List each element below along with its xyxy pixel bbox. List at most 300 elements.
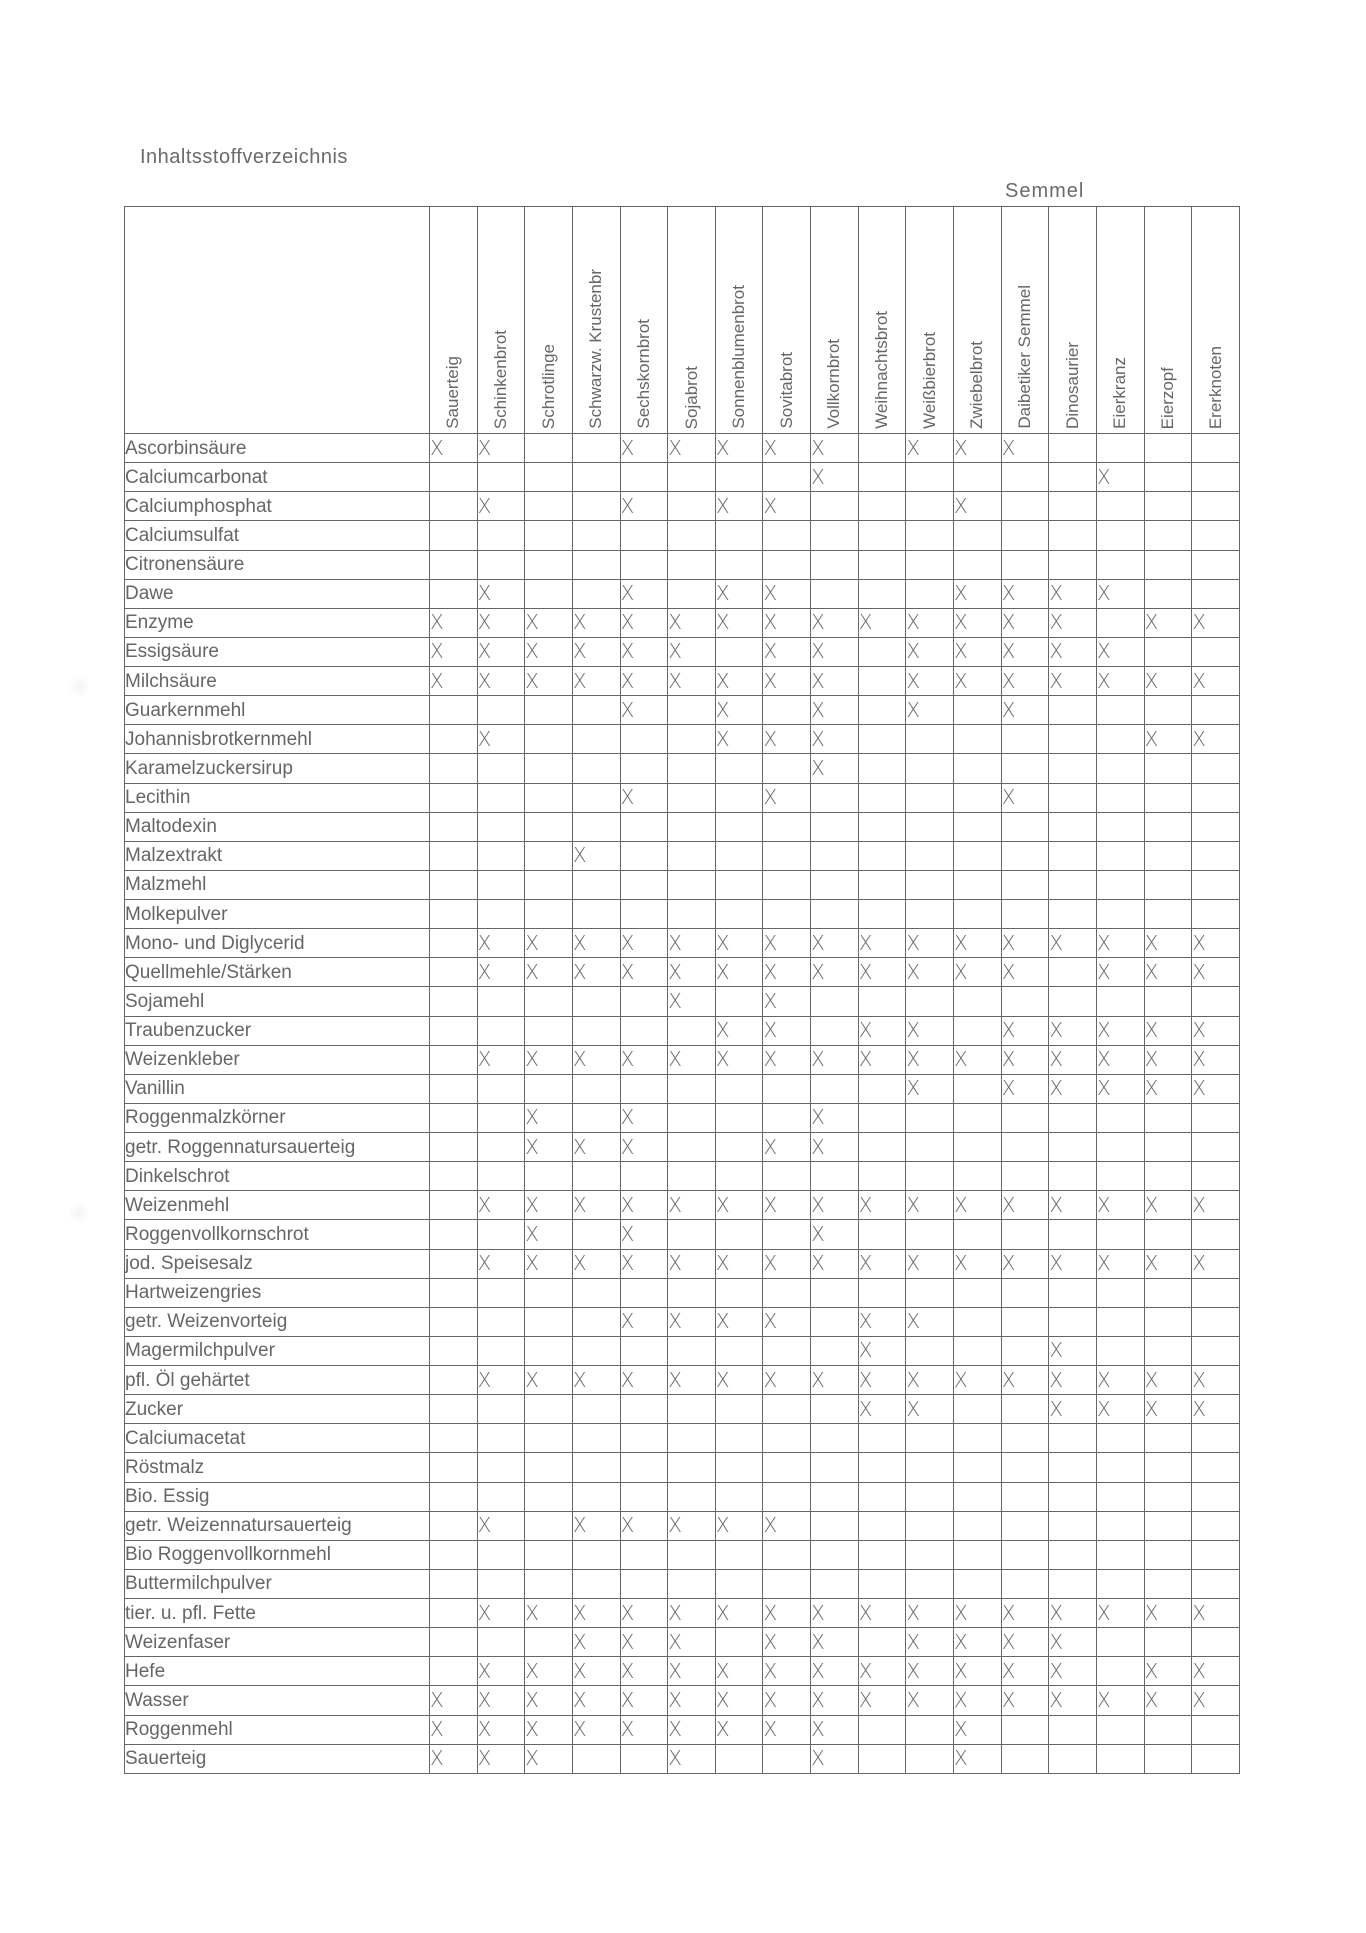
x-mark-cell: X	[811, 958, 859, 987]
empty-cell	[668, 521, 716, 550]
x-mark-cell: X	[525, 1366, 573, 1395]
empty-cell	[906, 1453, 954, 1482]
x-mark-cell: X	[1049, 1249, 1097, 1278]
x-mark-cell: X	[668, 1686, 716, 1715]
empty-cell	[1144, 1482, 1192, 1511]
empty-cell	[858, 1569, 906, 1598]
table-row	[125, 1715, 1240, 1744]
x-mark-cell: X	[811, 463, 859, 492]
x-mark-cell: X	[858, 1191, 906, 1220]
document-title: Inhaltsstoffverzeichnis	[140, 146, 348, 168]
x-mark-cell: X	[620, 1686, 668, 1715]
empty-cell	[1192, 434, 1240, 463]
x-mark-cell: X	[1192, 1191, 1240, 1220]
x-mark-cell: X	[620, 1103, 668, 1132]
empty-cell	[430, 492, 478, 521]
x-mark-cell: X	[620, 1366, 668, 1395]
empty-cell	[1192, 1133, 1240, 1162]
empty-cell	[1192, 1220, 1240, 1249]
empty-cell	[525, 1336, 573, 1365]
x-mark-cell: X	[811, 754, 859, 783]
empty-cell	[1192, 1162, 1240, 1191]
x-mark-cell: X	[954, 608, 1002, 637]
empty-cell	[477, 1162, 525, 1191]
empty-cell	[525, 521, 573, 550]
x-mark-cell: X	[477, 1657, 525, 1686]
empty-cell	[906, 870, 954, 899]
empty-cell	[1049, 1103, 1097, 1132]
x-mark-cell: X	[763, 1016, 811, 1045]
empty-cell	[572, 900, 620, 929]
empty-cell	[811, 1395, 859, 1424]
empty-cell	[811, 1162, 859, 1191]
empty-cell	[1144, 1133, 1192, 1162]
empty-cell	[954, 754, 1002, 783]
empty-cell	[477, 900, 525, 929]
empty-cell	[1144, 463, 1192, 492]
x-mark-cell: X	[1144, 1686, 1192, 1715]
x-mark-cell: X	[906, 696, 954, 725]
empty-cell	[715, 1569, 763, 1598]
x-mark-cell: X	[1192, 1045, 1240, 1074]
empty-cell	[858, 521, 906, 550]
ingredient-name: Sauerteig	[125, 1744, 430, 1773]
empty-cell	[525, 696, 573, 725]
empty-cell	[1001, 841, 1049, 870]
empty-cell	[668, 1016, 716, 1045]
x-mark-cell: X	[572, 1715, 620, 1744]
empty-cell	[525, 463, 573, 492]
ingredient-name: Quellmehle/Stärken	[125, 958, 430, 987]
empty-cell	[1144, 1511, 1192, 1540]
x-mark-cell: X	[954, 667, 1002, 696]
empty-cell	[525, 783, 573, 812]
empty-cell	[858, 463, 906, 492]
table-row	[125, 1220, 1240, 1249]
ingredient-name: Malzmehl	[125, 870, 430, 899]
x-mark-cell: X	[811, 1715, 859, 1744]
empty-cell	[1144, 1278, 1192, 1307]
empty-cell	[763, 521, 811, 550]
empty-cell	[811, 1424, 859, 1453]
table-row	[125, 870, 1240, 899]
column-header	[1192, 207, 1240, 434]
empty-cell	[1192, 1744, 1240, 1773]
x-mark-cell: X	[906, 637, 954, 666]
empty-cell	[572, 463, 620, 492]
empty-cell	[1144, 870, 1192, 899]
x-mark-cell: X	[620, 1133, 668, 1162]
empty-cell	[1001, 1511, 1049, 1540]
empty-cell	[1096, 1628, 1144, 1657]
empty-cell	[1192, 841, 1240, 870]
column-header-label: Zwiebelbrot	[967, 341, 987, 429]
empty-cell	[811, 579, 859, 608]
x-mark-cell: X	[668, 1599, 716, 1628]
x-mark-cell: X	[1192, 1599, 1240, 1628]
x-mark-cell: X	[668, 1191, 716, 1220]
ingredient-name: Weizenfaser	[125, 1628, 430, 1657]
x-mark-cell: X	[620, 1045, 668, 1074]
empty-cell	[1192, 521, 1240, 550]
empty-cell	[954, 1482, 1002, 1511]
empty-cell	[906, 841, 954, 870]
x-mark-cell: X	[572, 1366, 620, 1395]
empty-cell	[572, 987, 620, 1016]
empty-cell	[763, 696, 811, 725]
x-mark-cell: X	[811, 608, 859, 637]
empty-cell	[525, 754, 573, 783]
empty-cell	[668, 1540, 716, 1569]
empty-cell	[763, 1482, 811, 1511]
empty-cell	[811, 900, 859, 929]
x-mark-cell: X	[572, 637, 620, 666]
column-header-label: Vollkornbrot	[824, 339, 844, 429]
empty-cell	[906, 579, 954, 608]
x-mark-cell: X	[858, 1307, 906, 1336]
x-mark-cell: X	[811, 1366, 859, 1395]
empty-cell	[1144, 637, 1192, 666]
empty-cell	[1096, 812, 1144, 841]
empty-cell	[572, 492, 620, 521]
empty-cell	[1001, 550, 1049, 579]
empty-cell	[906, 1511, 954, 1540]
empty-cell	[1001, 1336, 1049, 1365]
x-mark-cell: X	[858, 929, 906, 958]
x-mark-cell: X	[811, 1744, 859, 1773]
ingredient-name: Ascorbinsäure	[125, 434, 430, 463]
empty-cell	[1049, 1569, 1097, 1598]
table-row	[125, 579, 1240, 608]
x-mark-cell: X	[715, 1366, 763, 1395]
empty-cell	[715, 1133, 763, 1162]
empty-cell	[477, 1395, 525, 1424]
empty-cell	[858, 550, 906, 579]
empty-cell	[1192, 812, 1240, 841]
ingredient-name: Röstmalz	[125, 1453, 430, 1482]
empty-cell	[620, 1278, 668, 1307]
column-header-label: Eierkranz	[1110, 357, 1130, 429]
empty-cell	[715, 1453, 763, 1482]
empty-cell	[1001, 1744, 1049, 1773]
table-row	[125, 1366, 1240, 1395]
empty-cell	[715, 1220, 763, 1249]
empty-cell	[477, 987, 525, 1016]
table-row	[125, 1424, 1240, 1453]
x-mark-cell: X	[1096, 1686, 1144, 1715]
x-mark-cell: X	[477, 1366, 525, 1395]
empty-cell	[668, 696, 716, 725]
x-mark-cell: X	[430, 667, 478, 696]
x-mark-cell: X	[1096, 463, 1144, 492]
empty-cell	[858, 900, 906, 929]
empty-cell	[430, 463, 478, 492]
table-row	[125, 550, 1240, 579]
x-mark-cell: X	[620, 1249, 668, 1278]
x-mark-cell: X	[1049, 1395, 1097, 1424]
empty-cell	[1144, 550, 1192, 579]
empty-cell	[620, 987, 668, 1016]
x-mark-cell: X	[1001, 1366, 1049, 1395]
x-mark-cell: X	[1049, 1045, 1097, 1074]
empty-cell	[430, 1424, 478, 1453]
x-mark-cell: X	[906, 1628, 954, 1657]
x-mark-cell: X	[1001, 579, 1049, 608]
empty-cell	[1096, 1744, 1144, 1773]
x-mark-cell: X	[668, 1657, 716, 1686]
x-mark-cell: X	[1144, 1249, 1192, 1278]
x-mark-cell: X	[763, 1657, 811, 1686]
empty-cell	[1001, 1569, 1049, 1598]
empty-cell	[1144, 521, 1192, 550]
empty-cell	[763, 841, 811, 870]
x-mark-cell: X	[954, 1628, 1002, 1657]
x-mark-cell: X	[620, 637, 668, 666]
empty-cell	[430, 1569, 478, 1598]
x-mark-cell: X	[572, 1657, 620, 1686]
table-row	[125, 987, 1240, 1016]
x-mark-cell: X	[1192, 608, 1240, 637]
x-mark-cell: X	[1049, 1628, 1097, 1657]
x-mark-cell: X	[811, 1191, 859, 1220]
empty-cell	[525, 1569, 573, 1598]
x-mark-cell: X	[811, 1103, 859, 1132]
x-mark-cell: X	[1001, 1686, 1049, 1715]
x-mark-cell: X	[1192, 725, 1240, 754]
empty-cell	[763, 1453, 811, 1482]
group-label-semmel: Semmel	[1005, 180, 1085, 202]
empty-cell	[430, 841, 478, 870]
table-corner-cell	[125, 207, 430, 434]
empty-cell	[763, 900, 811, 929]
empty-cell	[668, 1424, 716, 1453]
column-header-label: Schrotlinge	[538, 343, 558, 429]
empty-cell	[1096, 987, 1144, 1016]
x-mark-cell: X	[954, 1715, 1002, 1744]
ingredient-name: pfl. Öl gehärtet	[125, 1366, 430, 1395]
ingredient-name: Johannisbrotkernmehl	[125, 725, 430, 754]
empty-cell	[1192, 579, 1240, 608]
table-row	[125, 492, 1240, 521]
x-mark-cell: X	[1096, 667, 1144, 696]
empty-cell	[763, 754, 811, 783]
empty-cell	[954, 1074, 1002, 1103]
empty-cell	[525, 1016, 573, 1045]
column-header-label: Schinkenbrot	[490, 329, 510, 429]
empty-cell	[430, 1540, 478, 1569]
empty-cell	[1144, 987, 1192, 1016]
x-mark-cell: X	[811, 637, 859, 666]
empty-cell	[572, 1569, 620, 1598]
empty-cell	[763, 1278, 811, 1307]
empty-cell	[477, 1424, 525, 1453]
x-mark-cell: X	[1049, 1016, 1097, 1045]
empty-cell	[763, 463, 811, 492]
table-row	[125, 929, 1240, 958]
empty-cell	[715, 900, 763, 929]
ingredient-name: Vanillin	[125, 1074, 430, 1103]
x-mark-cell: X	[954, 1366, 1002, 1395]
x-mark-cell: X	[858, 1016, 906, 1045]
empty-cell	[1049, 492, 1097, 521]
empty-cell	[715, 870, 763, 899]
empty-cell	[1049, 434, 1097, 463]
empty-cell	[715, 1103, 763, 1132]
column-header	[620, 207, 668, 434]
empty-cell	[1144, 900, 1192, 929]
empty-cell	[572, 812, 620, 841]
empty-cell	[858, 1278, 906, 1307]
empty-cell	[954, 696, 1002, 725]
x-mark-cell: X	[763, 1715, 811, 1744]
empty-cell	[1096, 1453, 1144, 1482]
empty-cell	[763, 812, 811, 841]
empty-cell	[1096, 521, 1144, 550]
empty-cell	[954, 463, 1002, 492]
x-mark-cell: X	[668, 1715, 716, 1744]
x-mark-cell: X	[954, 579, 1002, 608]
x-mark-cell: X	[1001, 1045, 1049, 1074]
x-mark-cell: X	[668, 958, 716, 987]
empty-cell	[430, 1016, 478, 1045]
empty-cell	[906, 492, 954, 521]
x-mark-cell: X	[906, 1686, 954, 1715]
x-mark-cell: X	[811, 1599, 859, 1628]
x-mark-cell: X	[763, 1133, 811, 1162]
x-mark-cell: X	[763, 1191, 811, 1220]
empty-cell	[1192, 1278, 1240, 1307]
x-mark-cell: X	[1144, 1366, 1192, 1395]
x-mark-cell: X	[620, 1511, 668, 1540]
empty-cell	[858, 1511, 906, 1540]
x-mark-cell: X	[811, 1045, 859, 1074]
empty-cell	[1144, 1453, 1192, 1482]
x-mark-cell: X	[1096, 1249, 1144, 1278]
empty-cell	[858, 637, 906, 666]
empty-cell	[525, 1482, 573, 1511]
x-mark-cell: X	[668, 637, 716, 666]
empty-cell	[1001, 987, 1049, 1016]
empty-cell	[954, 725, 1002, 754]
empty-cell	[430, 1162, 478, 1191]
empty-cell	[668, 1569, 716, 1598]
empty-cell	[715, 1395, 763, 1424]
punch-hole-mark	[68, 676, 90, 698]
x-mark-cell: X	[763, 637, 811, 666]
column-header-label: Sauerteig	[443, 356, 463, 429]
ingredient-name: Malzextrakt	[125, 841, 430, 870]
empty-cell	[811, 550, 859, 579]
table-row	[125, 1628, 1240, 1657]
empty-cell	[954, 900, 1002, 929]
empty-cell	[1096, 900, 1144, 929]
empty-cell	[954, 870, 1002, 899]
x-mark-cell: X	[858, 1599, 906, 1628]
ingredient-name: Calciumsulfat	[125, 521, 430, 550]
empty-cell	[620, 725, 668, 754]
x-mark-cell: X	[668, 1307, 716, 1336]
x-mark-cell: X	[906, 1307, 954, 1336]
x-mark-cell: X	[1049, 929, 1097, 958]
empty-cell	[1192, 1715, 1240, 1744]
empty-cell	[858, 987, 906, 1016]
x-mark-cell: X	[763, 1366, 811, 1395]
empty-cell	[1049, 958, 1097, 987]
x-mark-cell: X	[525, 667, 573, 696]
empty-cell	[1144, 812, 1192, 841]
table-row	[125, 1162, 1240, 1191]
column-header	[763, 207, 811, 434]
empty-cell	[1049, 900, 1097, 929]
empty-cell	[1049, 1307, 1097, 1336]
x-mark-cell: X	[1192, 1249, 1240, 1278]
empty-cell	[525, 1395, 573, 1424]
empty-cell	[620, 1482, 668, 1511]
empty-cell	[1049, 812, 1097, 841]
empty-cell	[430, 958, 478, 987]
x-mark-cell: X	[954, 637, 1002, 666]
x-mark-cell: X	[477, 1045, 525, 1074]
table-row	[125, 608, 1240, 637]
empty-cell	[620, 1336, 668, 1365]
x-mark-cell: X	[1049, 667, 1097, 696]
empty-cell	[1192, 870, 1240, 899]
empty-cell	[1192, 1628, 1240, 1657]
empty-cell	[1144, 1103, 1192, 1132]
x-mark-cell: X	[525, 1657, 573, 1686]
x-mark-cell: X	[954, 1191, 1002, 1220]
x-mark-cell: X	[668, 1628, 716, 1657]
empty-cell	[668, 1278, 716, 1307]
x-mark-cell: X	[572, 1249, 620, 1278]
column-header	[525, 207, 573, 434]
empty-cell	[1049, 1511, 1097, 1540]
empty-cell	[858, 1103, 906, 1132]
ingredient-name: Roggenmehl	[125, 1715, 430, 1744]
x-mark-cell: X	[715, 1686, 763, 1715]
table-row	[125, 434, 1240, 463]
ingredient-name: Maltodexin	[125, 812, 430, 841]
empty-cell	[1049, 1220, 1097, 1249]
empty-cell	[906, 1278, 954, 1307]
empty-cell	[1144, 841, 1192, 870]
ingredient-name: Mono- und Diglycerid	[125, 929, 430, 958]
empty-cell	[1144, 1336, 1192, 1365]
empty-cell	[1001, 492, 1049, 521]
empty-cell	[525, 900, 573, 929]
ingredient-name: Citronensäure	[125, 550, 430, 579]
empty-cell	[763, 550, 811, 579]
empty-cell	[763, 1569, 811, 1598]
empty-cell	[430, 754, 478, 783]
x-mark-cell: X	[620, 434, 668, 463]
empty-cell	[572, 579, 620, 608]
empty-cell	[1001, 1540, 1049, 1569]
ingredient-name: getr. Weizenvorteig	[125, 1307, 430, 1336]
empty-cell	[1192, 1307, 1240, 1336]
x-mark-cell: X	[763, 667, 811, 696]
column-header-label: Weihnachtsbrot	[872, 311, 892, 429]
x-mark-cell: X	[811, 1249, 859, 1278]
empty-cell	[477, 1453, 525, 1482]
empty-cell	[525, 987, 573, 1016]
empty-cell	[1096, 783, 1144, 812]
empty-cell	[525, 1540, 573, 1569]
x-mark-cell: X	[954, 1686, 1002, 1715]
empty-cell	[620, 1424, 668, 1453]
ingredient-name: getr. Roggennatursauerteig	[125, 1133, 430, 1162]
x-mark-cell: X	[954, 1657, 1002, 1686]
